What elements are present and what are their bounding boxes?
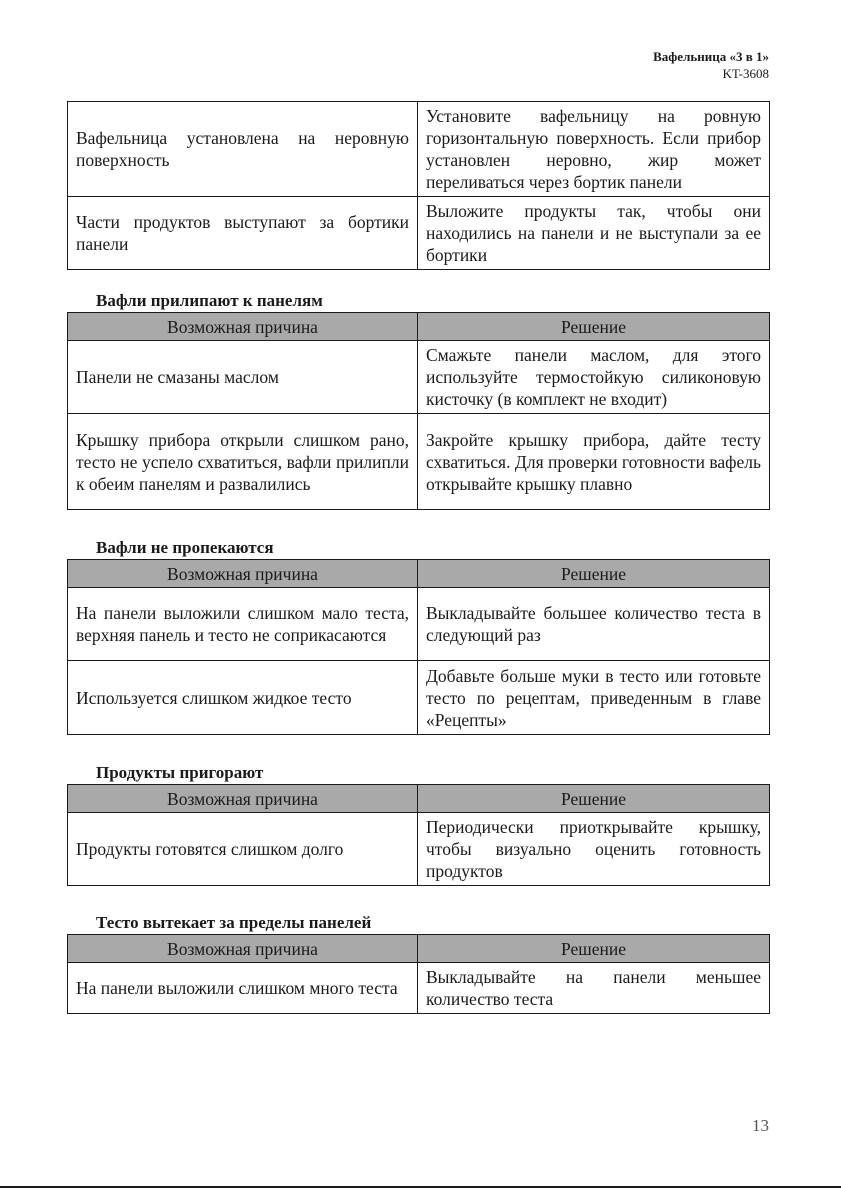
section-food-burns <box>67 762 769 886</box>
solution-cell: Выкладывайте на панели меньшее количество теста <box>418 963 770 1014</box>
continued-troubleshooting-table <box>67 101 769 270</box>
solution-cell: Установите вафельницу на ровную горизонтальную поверхность. Если прибор установлен неровно, жир может переливаться через бортик панели <box>418 102 770 197</box>
cause-cell: Части продуктов выступают за бортики панели <box>68 197 418 270</box>
cause-cell: Крышку прибора открыли слишком рано, тесто не успело схватиться, вафли прилипли к обеим панелям и развалились <box>68 414 418 510</box>
solution-cell: Выложите продукты так, чтобы они находились на панели и не выступали за ее бортики <box>418 197 770 270</box>
table-row <box>68 661 770 735</box>
bottom-divider <box>0 1186 841 1188</box>
table-header-row <box>68 785 770 813</box>
cause-cell: Используется слишком жидкое тесто <box>68 661 418 735</box>
table-header-row <box>68 560 770 588</box>
header-cause: Возможная причина <box>68 560 418 588</box>
table-header-row <box>68 935 770 963</box>
table-row <box>68 963 770 1014</box>
table-row <box>68 813 770 886</box>
cause-cell: Продукты готовятся слишком долго <box>68 813 418 886</box>
table-row <box>68 102 770 197</box>
solution-cell: Смажьте панели маслом, для этого используйте термостойкую силиконовую кисточку (в комплект не входит) <box>418 341 770 414</box>
header-solution: Решение <box>418 560 770 588</box>
troubleshooting-table <box>67 934 770 1014</box>
solution-cell: Выкладывайте большее количество теста в следующий раз <box>418 588 770 661</box>
troubleshooting-table <box>67 312 770 510</box>
troubleshooting-table <box>67 784 770 886</box>
section-title: Тесто вытекает за пределы панелей <box>96 913 372 932</box>
product-name: Вафельница «3 в 1» <box>653 49 769 64</box>
cause-cell: Вафельница установлена на неровную поверхность <box>68 102 418 197</box>
cause-cell: На панели выложили слишком мало теста, верхняя панель и тесто не соприкасаются <box>68 588 418 661</box>
section-title: Вафли прилипают к панелям <box>96 291 323 310</box>
page-number: 13 <box>752 1116 769 1135</box>
table-row <box>68 414 770 510</box>
product-model: KT-3608 <box>722 66 769 81</box>
header-solution: Решение <box>418 935 770 963</box>
table-row <box>68 588 770 661</box>
solution-cell: Добавьте больше муки в тесто или готовьте тесто по рецептам, приведенным в главе «Рецепты» <box>418 661 770 735</box>
page-header <box>653 48 769 82</box>
header-cause: Возможная причина <box>68 313 418 341</box>
solution-cell: Закройте крышку прибора, дайте тесту схватиться. Для проверки готовности вафель открывайте крышку плавно <box>418 414 770 510</box>
section-waffles-not-baked <box>67 537 769 735</box>
header-cause: Возможная причина <box>68 935 418 963</box>
troubleshooting-table <box>67 101 770 270</box>
header-cause: Возможная причина <box>68 785 418 813</box>
table-header-row <box>68 313 770 341</box>
troubleshooting-table <box>67 559 770 735</box>
section-title: Продукты пригорают <box>96 763 264 782</box>
solution-cell: Периодически приоткрывайте крышку, чтобы визуально оценить готовность продуктов <box>418 813 770 886</box>
cause-cell: Панели не смазаны маслом <box>68 341 418 414</box>
header-solution: Решение <box>418 313 770 341</box>
header-solution: Решение <box>418 785 770 813</box>
cause-cell: На панели выложили слишком много теста <box>68 963 418 1014</box>
section-title: Вафли не пропекаются <box>96 538 274 557</box>
section-batter-leaks <box>67 912 769 1014</box>
table-row <box>68 341 770 414</box>
section-waffles-stick <box>67 290 769 510</box>
table-row <box>68 197 770 270</box>
